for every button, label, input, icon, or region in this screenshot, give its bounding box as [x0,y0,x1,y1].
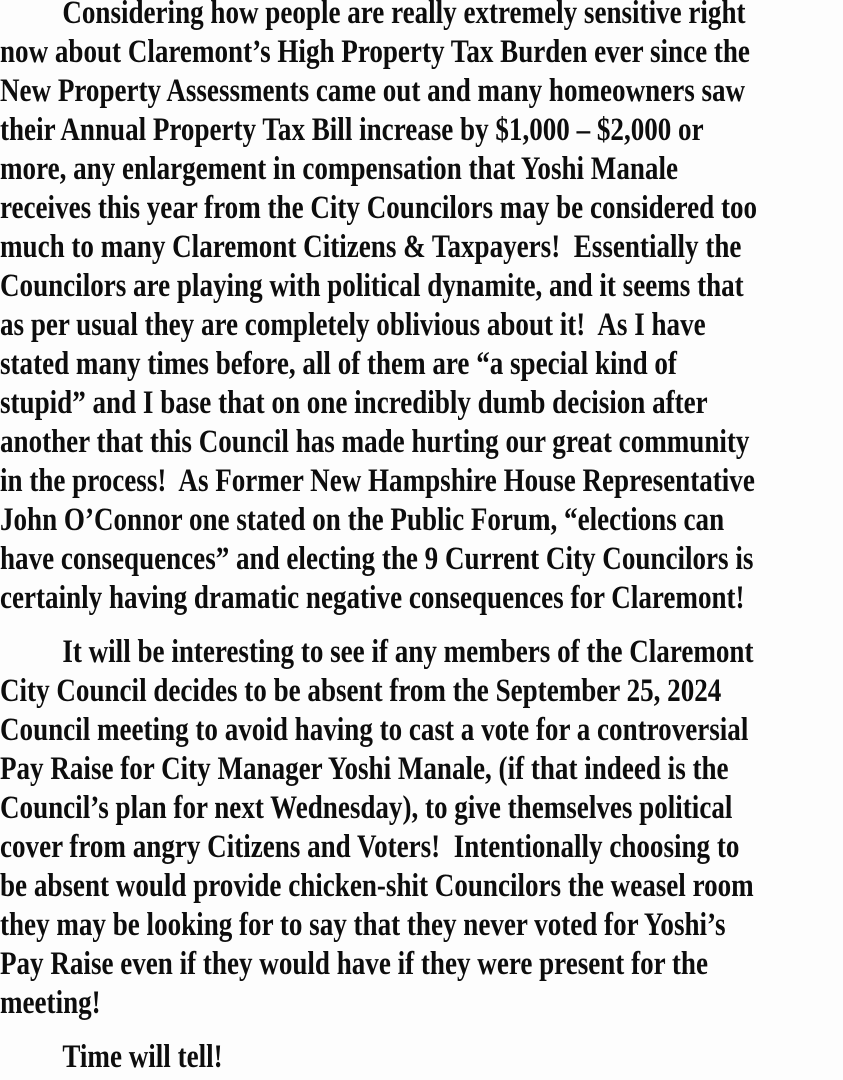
text-line: as per usual they are completely oblivious about it! As I have [0,307,706,343]
text-line: City Council decides to be absent from the September 25, 2024 [0,673,722,709]
text-line: have consequences” and electing the 9 Current City Councilors is [0,541,754,577]
text-line: stupid” and I base that on one incredibly dumb decision after [0,385,708,421]
text-line: they may be looking for to say that they never voted for Yoshi’s [0,907,726,943]
text-line: It will be interesting to see if any members of the Claremont [62,634,754,670]
text-line: much to many Claremont Citizens & Taxpayers! Essentially the [0,229,742,265]
text-line: their Annual Property Tax Bill increase by $1,000 – $2,000 or [0,112,704,148]
text-line: New Property Assessments came out and many homeowners saw [0,73,746,109]
paragraph [0,1038,843,1077]
text-line: Time will tell! [62,1039,223,1075]
text-line: Pay Raise even if they would have if they were present for the [0,946,708,982]
text-line: Council’s plan for next Wednesday), to give themselves political [0,790,733,826]
text-line: certainly having dramatic negative consequences for Claremont! [0,580,745,616]
text-line: Council meeting to avoid having to cast a vote for a controversial [0,712,749,748]
text-line: be absent would provide chicken-shit Councilors the weasel room [0,868,754,904]
text-line: meeting! [0,985,101,1021]
text-line: stated many times before, all of them are “a special kind of [0,346,677,382]
text-line: Councilors are playing with political dynamite, and it seems that [0,268,744,304]
text-line: another that this Council has made hurting our great community [0,424,750,460]
text-line: in the process! As Former New Hampshire House Representative [0,463,755,499]
text-line: now about Claremont’s High Property Tax Burden ever since the [0,34,750,70]
text-line: Pay Raise for City Manager Yoshi Manale, (if that indeed is the [0,751,729,787]
text-line: more, any enlargement in compensation that Yoshi Manale [0,151,678,187]
text-line: John O’Connor one stated on the Public Forum, “elections can [0,502,725,538]
text-line: receives this year from the City Councilors may be considered too [0,190,758,226]
text-line: Considering how people are really extremely sensitive right [62,0,746,31]
paragraph [0,633,843,1023]
text-line: cover from angry Citizens and Voters! Intentionally choosing to [0,829,740,865]
